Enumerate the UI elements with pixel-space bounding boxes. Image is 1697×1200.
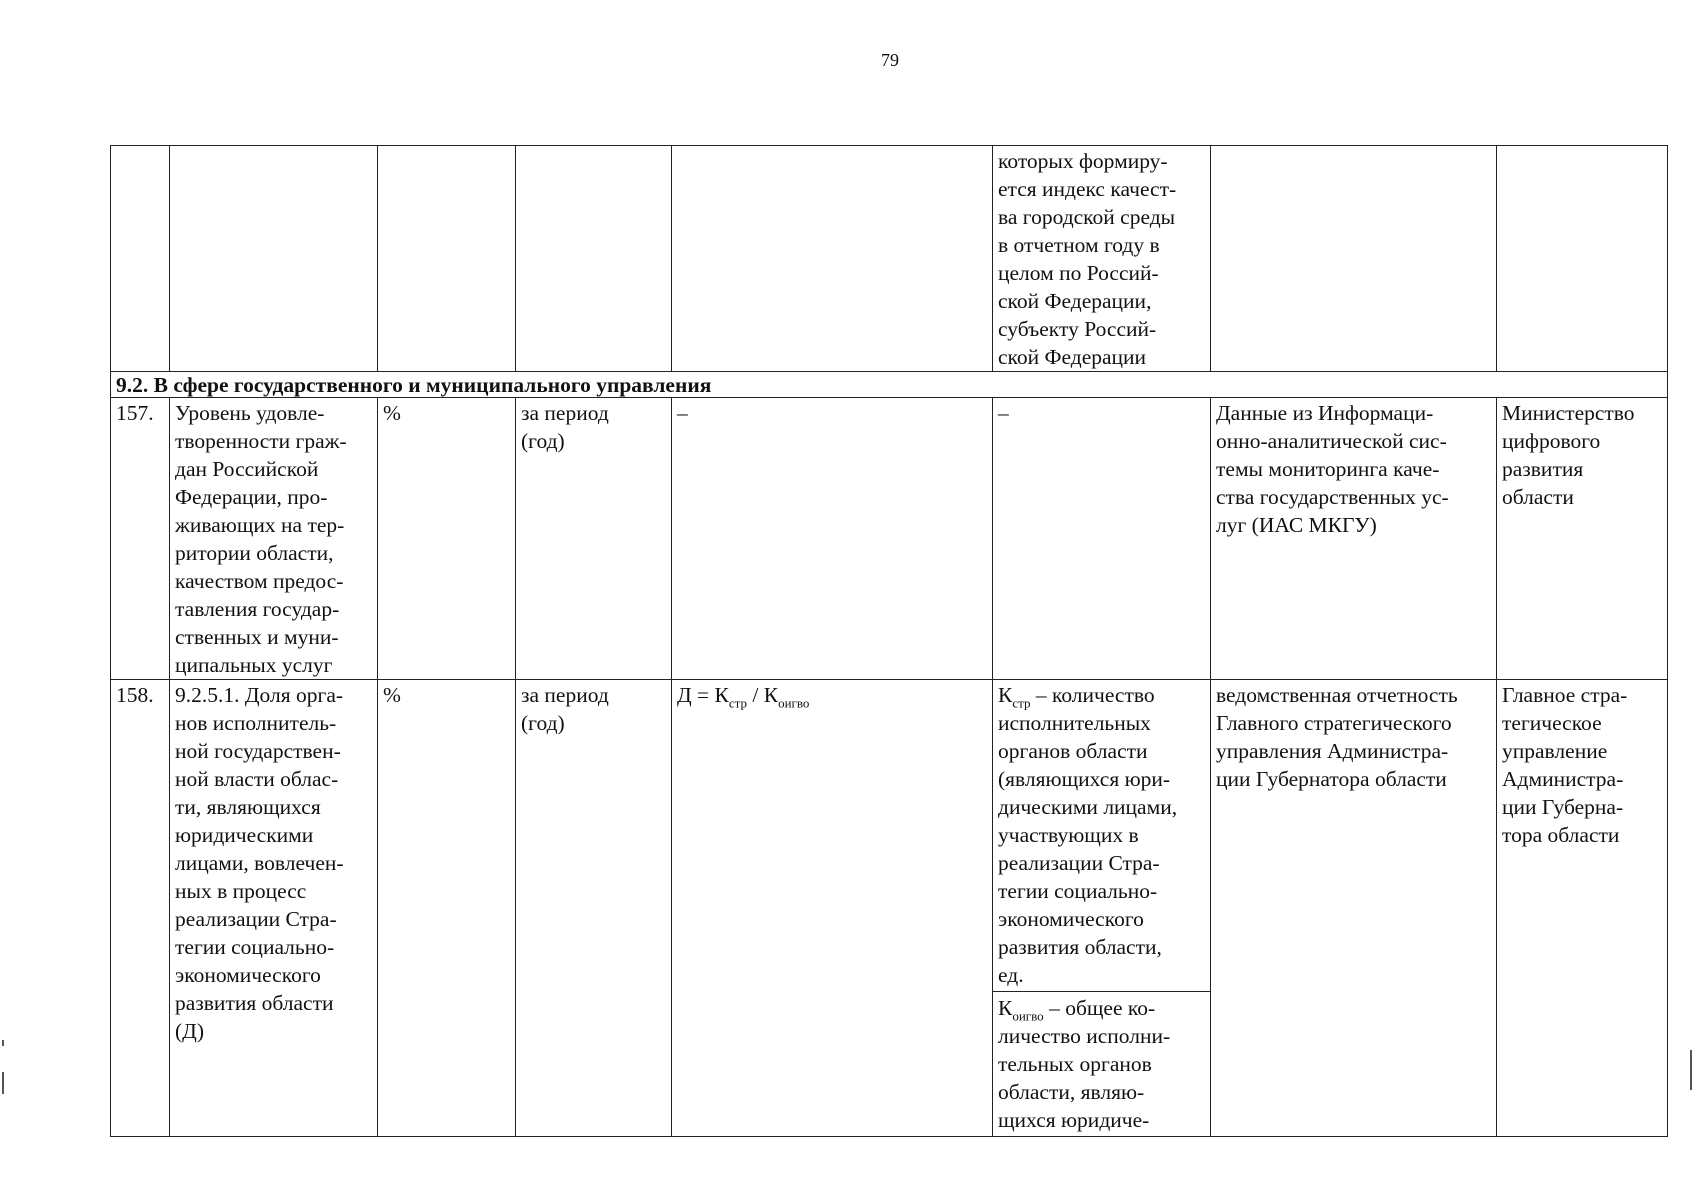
section-header-row <box>111 372 1668 398</box>
param-symbol: К <box>998 683 1013 707</box>
scan-margin-mark <box>2 1040 4 1046</box>
data-source: Данные из Информаци- онно-аналитической сис- темы мониторинга каче- ства государственных ус- луг (ИАС МКГУ) <box>1211 398 1497 680</box>
cell-empty <box>378 146 516 372</box>
cell-empty <box>1211 146 1497 372</box>
formula-sub-oigvo: оигво <box>778 695 810 711</box>
unit: % <box>378 398 516 680</box>
section-title: 9.2. В сфере государственного и муниципального управления <box>111 372 1668 398</box>
table-row <box>111 398 1668 680</box>
responsible-body: Главное стра- тегическое управление Администра- ции Губерна- тора области <box>1497 680 1668 1137</box>
row-number: 158. <box>111 680 170 1137</box>
parameter-kstr <box>993 680 1210 991</box>
table-row <box>111 680 1668 1137</box>
cell-empty <box>672 146 993 372</box>
indicator-name: 9.2.5.1. Доля орга- нов исполнитель- ной государствен- ной власти облас- ти, являющихся юридическими лицами, вовлечен- ных в процесс реализации Стра- тегии социально- экономического развития области (Д) <box>170 680 378 1137</box>
parameters <box>993 680 1211 1137</box>
indicator-name: Уровень удовле- творенности граж- дан Российской Федерации, про- живающих на тер- ритории области, качеством предос- тавления государ- ственных и муни- ципальных услуг <box>170 398 378 680</box>
cell-empty <box>170 146 378 372</box>
period: за период (год) <box>516 398 672 680</box>
formula: – <box>672 398 993 680</box>
scan-margin-mark <box>1690 1050 1692 1090</box>
formula-sub-str: стр <box>728 695 748 711</box>
param-subscript: оигво <box>1012 1008 1044 1024</box>
formula <box>672 680 993 1137</box>
param-subscript: стр <box>1012 695 1031 711</box>
param-description: – количество исполнительных органов области (являющихся юри- дическими лицами, участвующих в реализации Стра- тегии социально- экономического развития области, ед. <box>998 683 1178 987</box>
param-description: – общее ко- личество исполни- тельных органов области, являю- щихся юридиче- <box>998 996 1171 1132</box>
cell-empty <box>1497 146 1668 372</box>
unit: % <box>378 680 516 1137</box>
page-number: 79 <box>881 50 899 70</box>
indicators-table <box>110 145 1668 1137</box>
scan-margin-mark <box>2 1072 4 1094</box>
continuation-text: которых формиру- ется индекс качест- ва городской среды в отчетном году в целом по Россий- ской Федерации, субъекту Россий- ской Федерации <box>993 146 1211 372</box>
formula-div: / К <box>747 683 779 707</box>
cell-empty <box>516 146 672 372</box>
data-source: ведомственная отчетность Главного стратегического управления Администра- ции Губернатора области <box>1211 680 1497 1137</box>
row-number: 157. <box>111 398 170 680</box>
responsible-body: Министерство цифрового развития области <box>1497 398 1668 680</box>
period: за период (год) <box>516 680 672 1137</box>
continuation-row <box>111 146 1668 372</box>
formula-lhs: Д = К <box>677 683 729 707</box>
param-symbol: К <box>998 996 1013 1020</box>
cell-empty <box>111 146 170 372</box>
parameter-koigvo <box>993 991 1210 1136</box>
parameters: – <box>993 398 1211 680</box>
